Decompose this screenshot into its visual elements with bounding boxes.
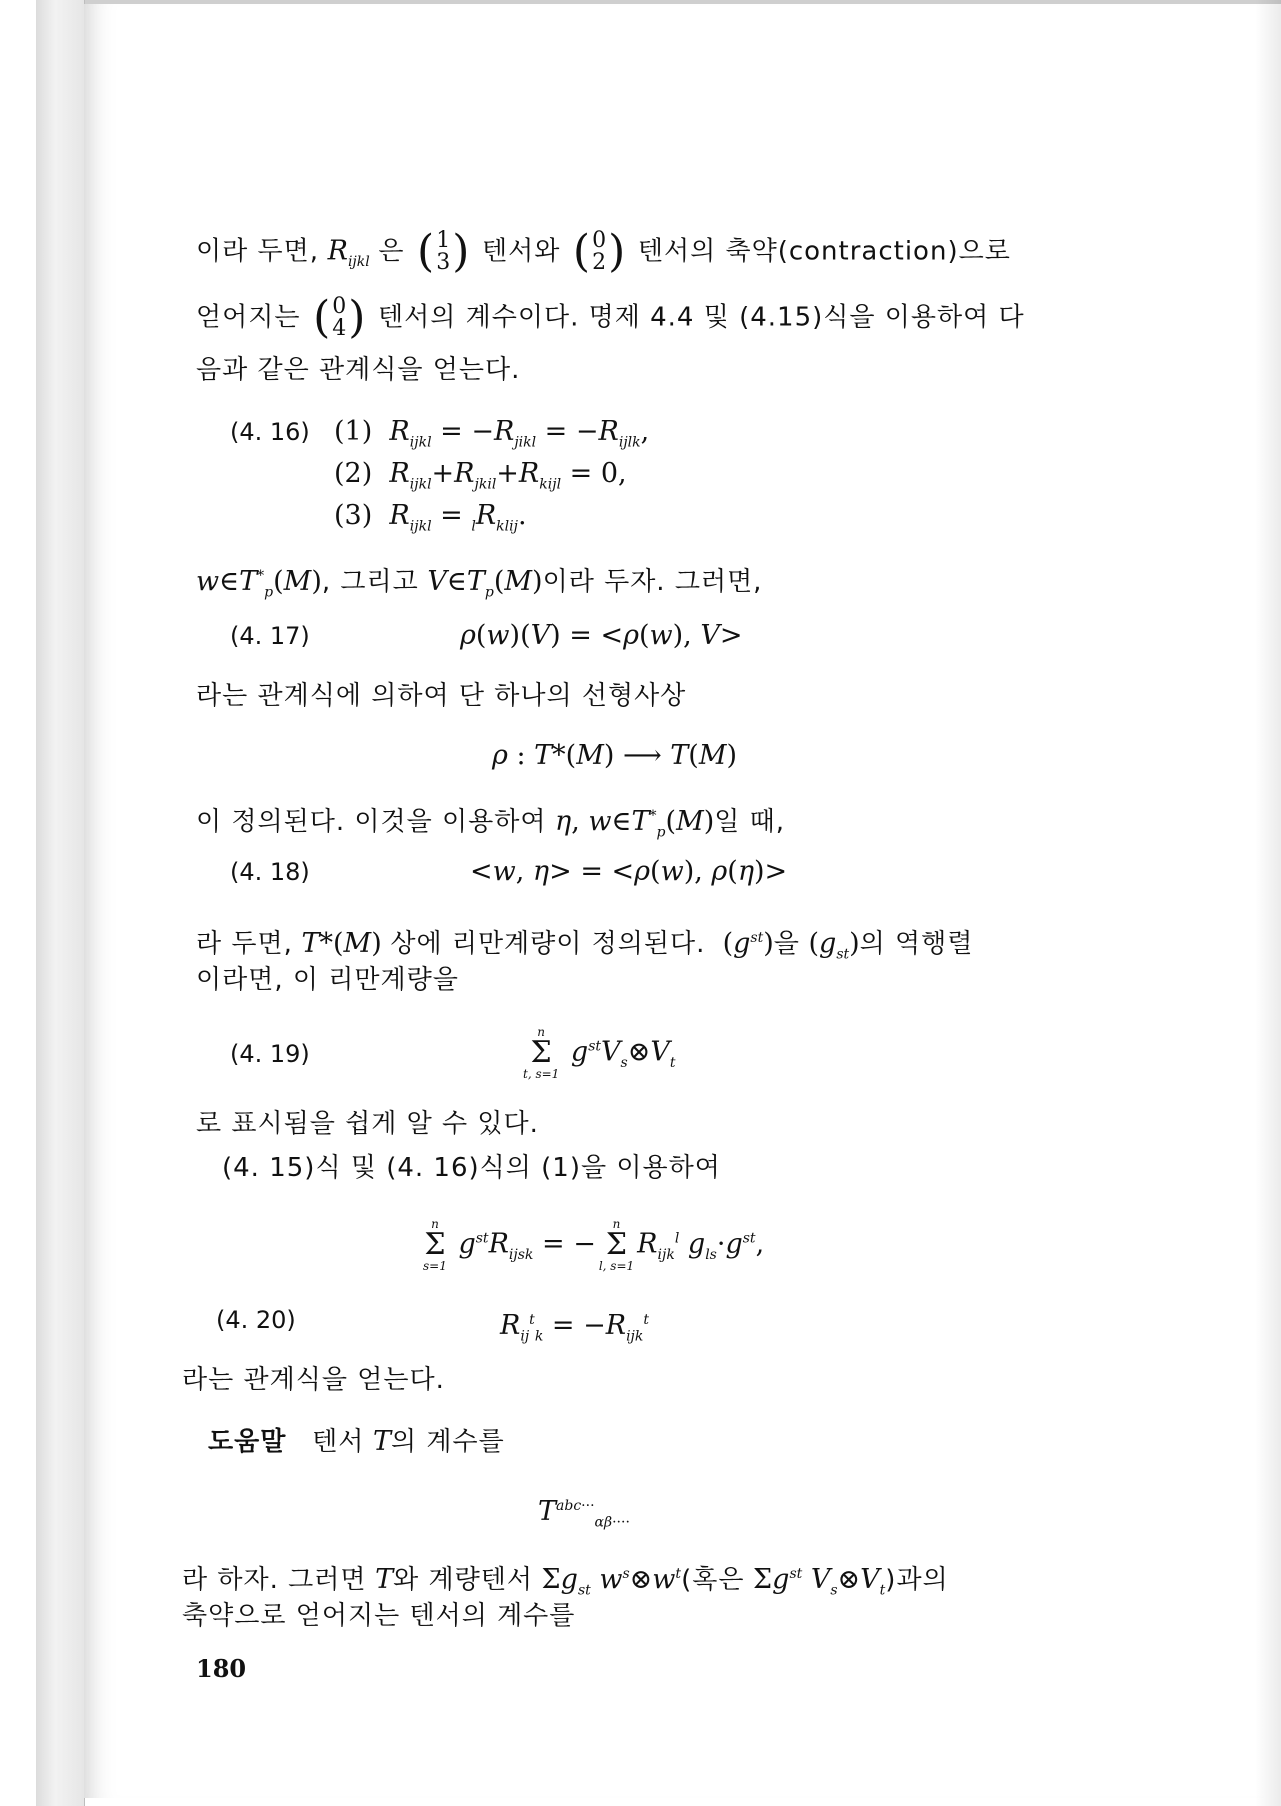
text: 라 하자. 그러면	[182, 1565, 367, 1595]
note-line: 도움말 텐서 T의 계수를	[208, 1426, 505, 1457]
para1-line2	[196, 292, 1025, 343]
eq-sum-line: n Σ s=1 $g^{st}R_{ijsk}$ = − n Σ l, s=1 $R_{ijk}^l$ $g_{ls}\cdot g^{st}$,	[423, 1217, 765, 1273]
para-riem-line1: 라 두면, T*(M) 상에 리만계량이 정의된다. $(g^{st})$을 $(g_{st})$의 역행렬	[196, 928, 974, 963]
eq416-item1: (1) $R_{ijkl} = -R_{jikl} = -R_{ijlk}$,	[334, 416, 650, 451]
page-edge-shadow	[1255, 0, 1281, 1806]
final-line2	[182, 1598, 575, 1634]
page-number: 180	[196, 1654, 247, 1683]
text: 이라 두자. 그러면,	[542, 567, 763, 597]
eq-number-4-17: (4. 17)	[230, 622, 310, 650]
text: 이 정의된다. 이것을 이용하여	[196, 807, 547, 837]
text: 축약으로 얻어지는 텐서의 계수를	[182, 1601, 576, 1631]
text: (혹은	[681, 1565, 745, 1595]
para1-line3	[196, 352, 520, 388]
text: 로 표시됨을 쉽게 알 수 있다.	[196, 1109, 539, 1139]
text: 텐서와	[481, 236, 561, 267]
book-spine	[36, 0, 85, 1806]
text: 텐서의 축약(contraction)으로	[637, 236, 1011, 267]
text: 와 계량텐서	[393, 1565, 533, 1595]
line-rho	[196, 678, 686, 714]
sum-symbol: n Σ t, s=1	[523, 1025, 560, 1081]
line-easy	[196, 1106, 539, 1142]
eq416-item2: (2) $R_{ijkl}+R_{jkil}+R_{kijl} = 0$,	[334, 458, 627, 493]
para-riem-line2	[196, 962, 459, 998]
text: 이라면, 이 리만계량을	[196, 965, 459, 995]
text: 의 역행렬	[859, 929, 974, 959]
binom-0-2: ( 0 2 )	[572, 226, 626, 277]
item-label: (3)	[334, 500, 373, 531]
text: 을	[773, 929, 800, 959]
tensor-components: $T^{abc\cdot\cdot\cdot}_{\alpha\beta\cdot\cdot\cdot\cdot}$	[538, 1496, 630, 1531]
item-label: (2)	[334, 458, 373, 489]
line-def: 이 정의된다. 이것을 이용하여 η, $w\in T^*_p(M)$일 때,	[196, 806, 786, 841]
sum-symbol: n Σ s=1	[423, 1217, 447, 1273]
sum-symbol: n Σ l, s=1	[598, 1217, 635, 1273]
text: 텐서	[312, 1427, 365, 1457]
line-use	[222, 1150, 721, 1186]
eq418-body: <w, η> = <ρ(w), ρ(η)>	[470, 856, 788, 887]
text: 상에 리만계량이 정의된다.	[390, 929, 706, 959]
para1-line1: 이라 두면, $R_{ijkl}$ 은 ( 1 3 ) 텐서와 ( 0 2 ) 텐서의 축약(contraction)으로	[196, 226, 1011, 277]
line-get	[182, 1362, 445, 1398]
text: 은	[378, 236, 405, 267]
line-w: $w\in T^*_p(M)$, 그리고 $V\in T_p(M)$이라 두자. 그러면,	[196, 566, 763, 601]
eq-number-4-20: (4. 20)	[216, 1306, 296, 1334]
text: (4. 15)식 및 (4. 16)식의 (1)을 이용하여	[222, 1153, 721, 1183]
text: 이라 두면,	[196, 236, 319, 267]
text: 라는 관계식에 의하여 단 하나의 선형사상	[196, 681, 687, 711]
text: 얻어지는	[196, 302, 301, 333]
text: 라는 관계식을 얻는다.	[182, 1365, 445, 1395]
text: 텐서의 계수이다. 명제 4.4 및 (4.15)식을 이용하여 다	[378, 302, 1025, 333]
rho-map: ρ : T*(M) ⟶ T(M)	[492, 740, 738, 771]
text: 일 때,	[714, 807, 786, 837]
text: )과의	[885, 1565, 949, 1595]
eq416-item3: (3) $R_{ijkl} = _lR_{klij}$.	[334, 500, 527, 535]
eq417-body: ρ(w)(V) = <ρ(w), V>	[460, 620, 743, 651]
note-heading: 도움말	[208, 1427, 287, 1457]
text: 라 두면,	[196, 929, 293, 959]
text: 음과 같은 관계식을 얻는다.	[196, 355, 521, 385]
text: , 그리고	[321, 567, 419, 597]
eq-number-4-19: (4. 19)	[230, 1040, 310, 1068]
binom-0-4: ( 0 4 )	[313, 292, 366, 343]
final-line1: 라 하자. 그러면 T와 계량텐서 $\Sigma g_{st}$ $w^s\otimes w^t$(혹은 $\Sigma g^{st}$ $V_s\otimes V_t$)과의	[182, 1564, 949, 1599]
eq-number-4-16: (4. 16)	[230, 418, 310, 446]
binom-1-3: ( 1 3 )	[417, 226, 470, 277]
eq420-body: $R_{ij}^t_k = -R_{ijk}^t$	[500, 1310, 650, 1345]
item-label: (1)	[334, 416, 373, 447]
eq419-body: n Σ t, s=1 $g^{st}V_s\otimes V_t$	[523, 1025, 676, 1081]
text: 의 계수를	[390, 1427, 505, 1457]
eq-number-4-18: (4. 18)	[230, 858, 310, 886]
